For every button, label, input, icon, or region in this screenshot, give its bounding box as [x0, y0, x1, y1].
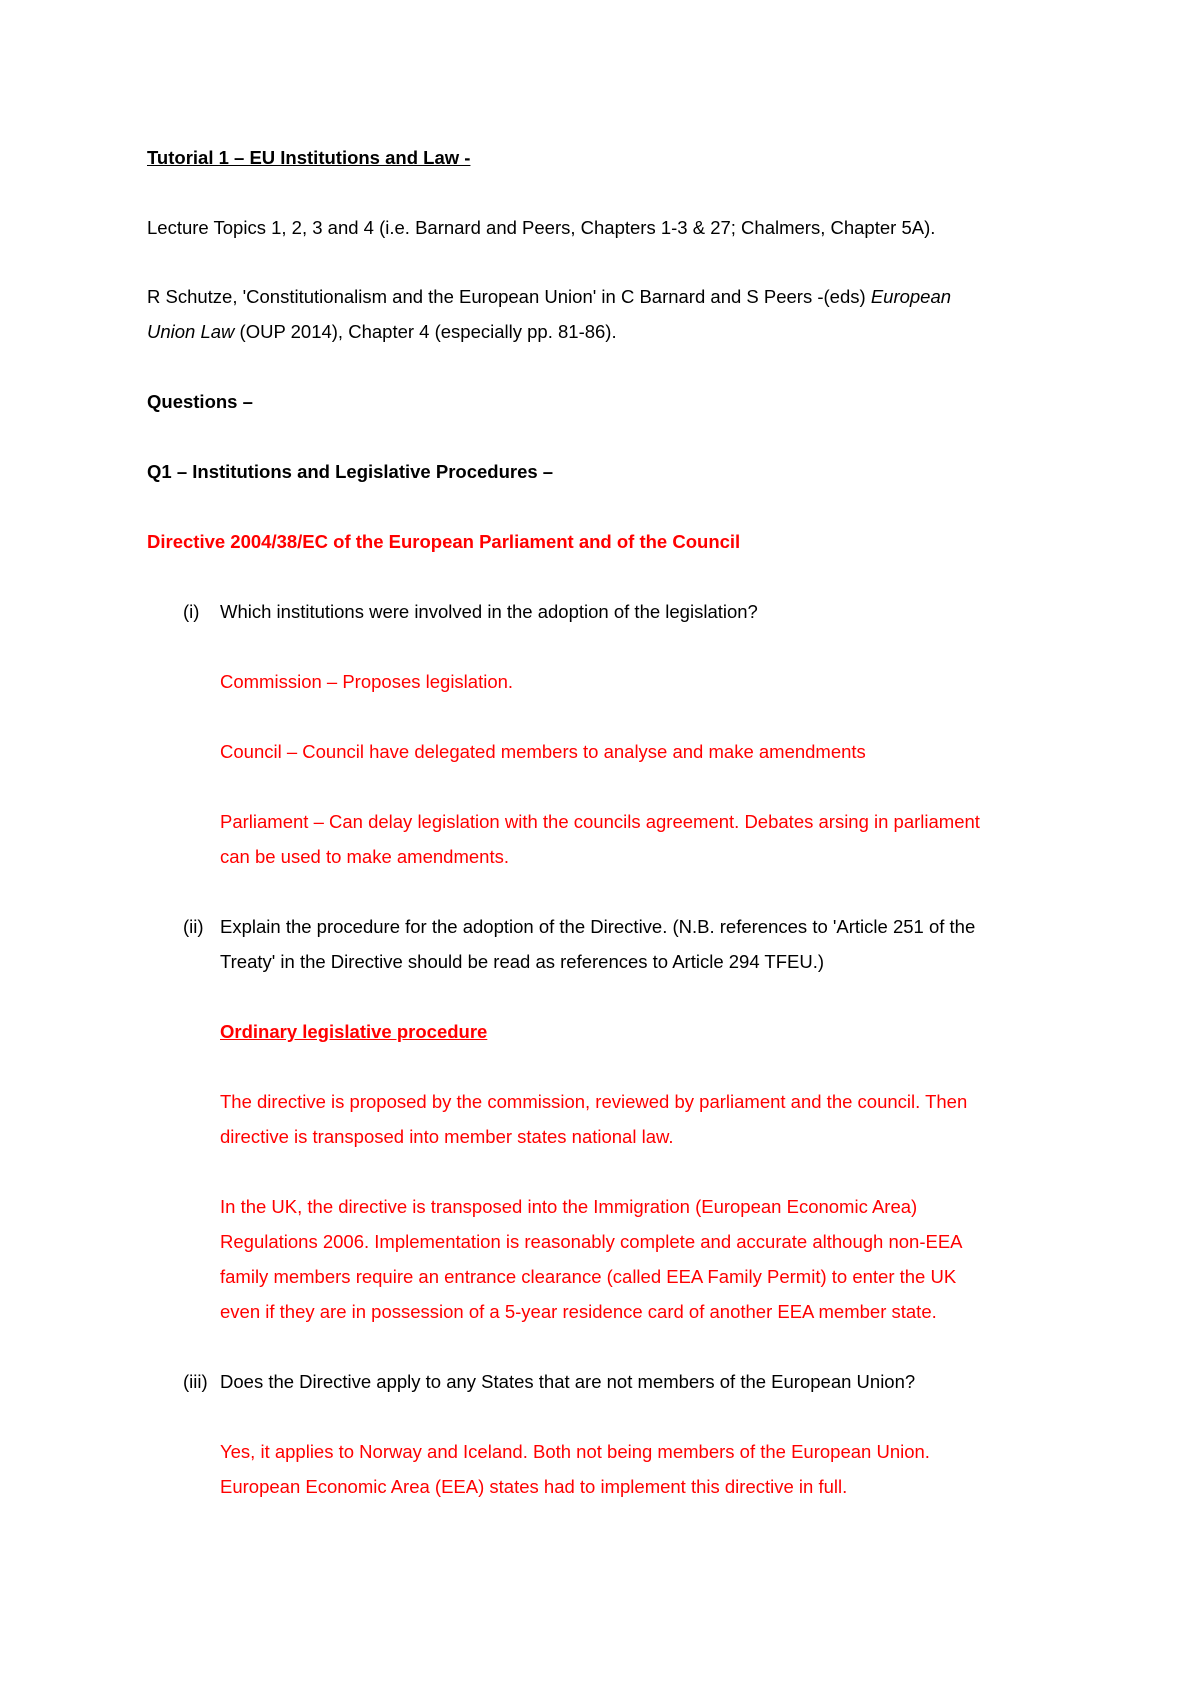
- answer-i-parliament-line1: Parliament – Can delay legislation with the councils agreement. Debates arsing in parliament: [220, 811, 980, 832]
- reference-line-2: [147, 321, 617, 343]
- directive-title: Directive 2004/38/EC of the European Parliament and of the Council: [147, 531, 741, 552]
- question-ii-marker: (ii): [183, 916, 204, 937]
- reference-italic-part1: European: [870, 286, 952, 307]
- answer-i-parliament-line2: can be used to make amendments.: [220, 846, 509, 867]
- answer-iii-line2: European Economic Area (EEA) states had to implement this directive in full.: [220, 1476, 848, 1497]
- answer-ii-p2-line4: even if they are in possession of a 5-year residence card of another EEA member state.: [220, 1301, 937, 1322]
- answer-ii-p1-line2: directive is transposed into member states national law.: [220, 1126, 674, 1147]
- questions-heading: Questions –: [147, 391, 253, 412]
- reference-text-part1: R Schutze, 'Constitutionalism and the European Union' in C Barnard and S Peers -(eds): [147, 286, 871, 307]
- answer-ii-p2-line3: family members require an entrance clearance (called EEA Family Permit) to enter the UK: [220, 1266, 957, 1287]
- reference-italic-part2: Union Law: [147, 321, 235, 342]
- answer-ii-p2-line2: Regulations 2006. Implementation is reasonably complete and accurate although non-EEA: [220, 1231, 963, 1252]
- answer-ii-p2-line1: In the UK, the directive is transposed into the Immigration (European Economic Area): [220, 1196, 918, 1217]
- question-iii-text: Does the Directive apply to any States that are not members of the European Union?: [220, 1371, 916, 1392]
- lecture-topics-text: Lecture Topics 1, 2, 3 and 4 (i.e. Barnard and Peers, Chapters 1-3 & 27; Chalmers, Chapter 5A).: [147, 217, 936, 238]
- answer-i-council: Council – Council have delegated members to analyse and make amendments: [220, 741, 866, 762]
- question-ii-line1: Explain the procedure for the adoption of the Directive. (N.B. references to 'Article 251 of the: [220, 916, 976, 937]
- question-i-marker: (i): [183, 601, 200, 622]
- document-title: Tutorial 1 – EU Institutions and Law -: [147, 147, 471, 168]
- reference-text-part2: (OUP 2014), Chapter 4 (especially pp. 81-86).: [234, 321, 617, 342]
- answer-ii-p1-line1: The directive is proposed by the commission, reviewed by parliament and the council. Then: [220, 1091, 968, 1112]
- question-ii-line2: Treaty' in the Directive should be read as references to Article 294 TFEU.): [220, 951, 825, 972]
- question-iii-marker: (iii): [183, 1371, 208, 1392]
- answer-ii-heading: Ordinary legislative procedure: [220, 1021, 488, 1042]
- answer-i-commission: Commission – Proposes legislation.: [220, 671, 514, 692]
- q1-heading: Q1 – Institutions and Legislative Procedures –: [147, 461, 554, 482]
- question-i-text: Which institutions were involved in the adoption of the legislation?: [220, 601, 758, 622]
- reference-line-1: [147, 286, 951, 308]
- answer-iii-line1: Yes, it applies to Norway and Iceland. Both not being members of the European Union.: [220, 1441, 930, 1462]
